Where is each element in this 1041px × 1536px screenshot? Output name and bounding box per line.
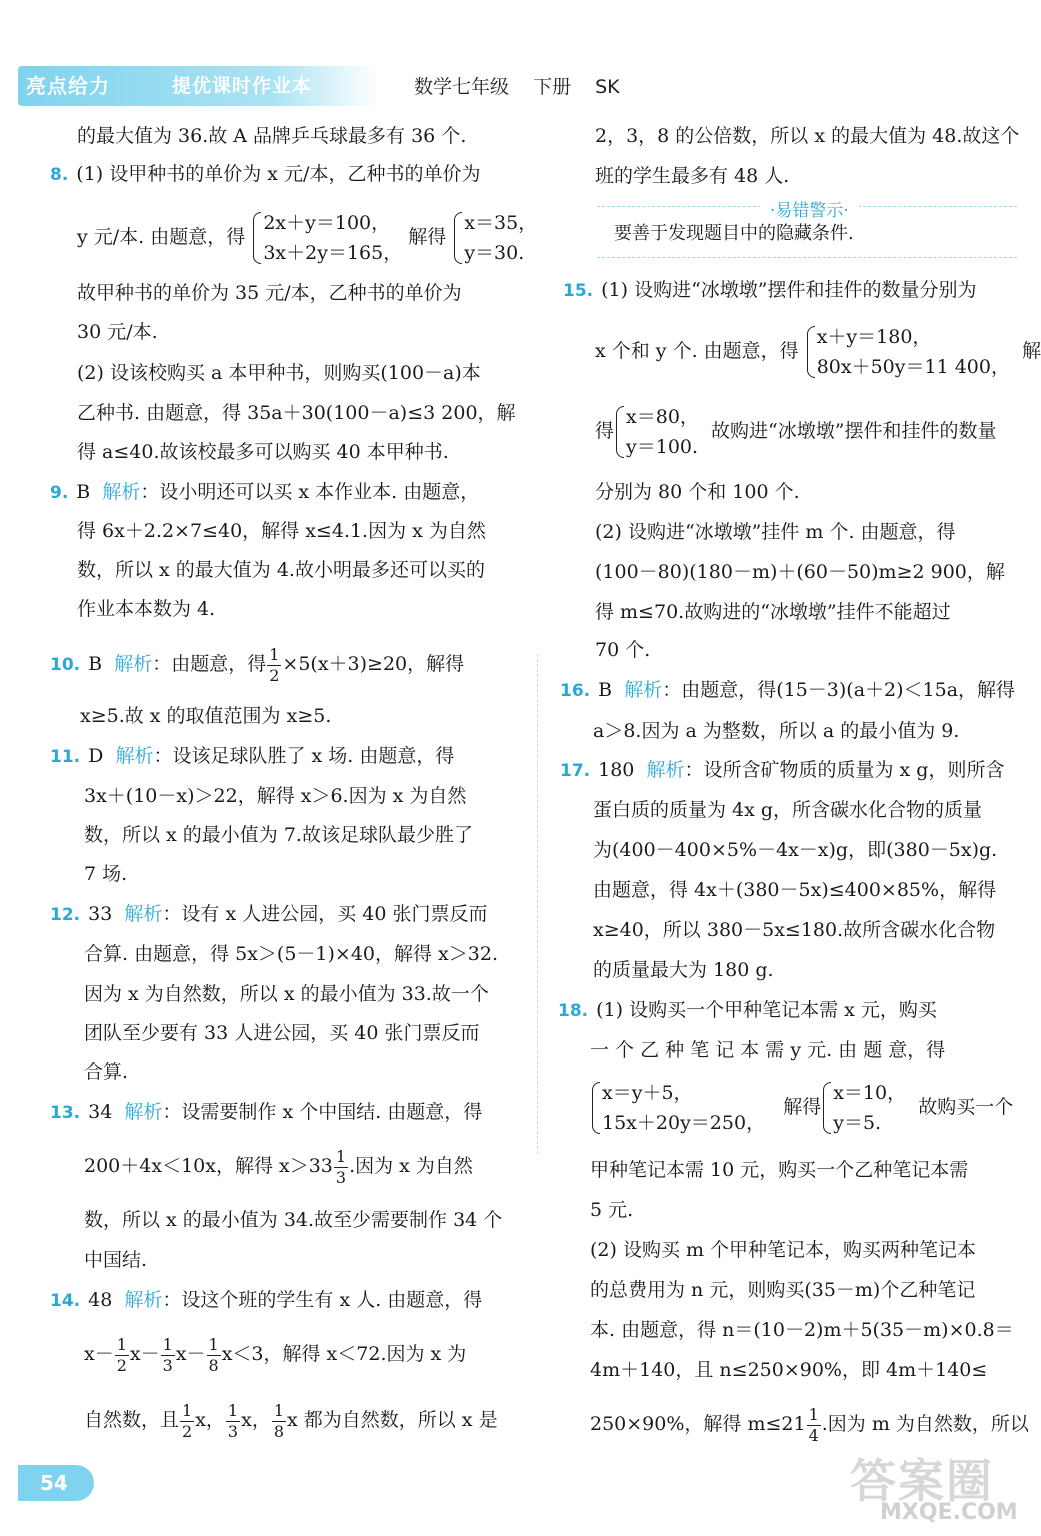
answer-15-system: x 个和 y 个. 由题意，得 x＋y＝180， 80x＋50y＝11 400， 解 [595,322,1041,382]
answer-15-solution: 得 x＝80， y＝100. 故购进“冰墩墩”摆件和挂件的数量 [595,402,996,462]
watermark-url: MXQE.COM [880,1500,1018,1525]
answer-14-line-3: 自然数，且 $\frac{1}{2}$ x， $\frac{1}{3}$ x， $\frac{1}{8}$ x 都为自然数，所以 x 是 [84,1400,498,1441]
answer-8-line-4: 30 元/本. [77,321,158,343]
series-subtitle: 提优课时作业本 [172,75,313,97]
answer-18-line-6: (2) 设购买 m 个甲种笔记本，购买两种笔记本 [590,1239,977,1261]
solution-system: x＝35， y＝30. [452,208,537,268]
right-line-2: 班的学生最多有 48 人. [595,165,790,187]
equation-system: x＝y＋5， 15x＋20y＝250， [590,1078,765,1138]
answer-9-line-1: 9. B 解析：设小明还可以买 x 本作业本. 由题意， [50,481,480,503]
answer-8-line-5: (2) 设该校购买 a 本甲种书，则购买(100－a)本 [77,362,481,384]
answer-8-system: y 元/本. 由题意，得 2x＋y＝100， 3x＋2y＝165， 解得 x＝35， y＝30. [77,208,537,268]
book-volume: 下册 [533,76,572,98]
answer-15-line-4: 分别为 80 个和 100 个. [595,481,800,503]
answer-15-line-5: (2) 设购进“冰墩墩”挂件 m 个. 由题意，得 [595,521,956,543]
book-edition: SK [595,76,620,98]
answer-12-line-2: 合算. 由题意，得 5x＞(5－1)×40，解得 x＞32. [84,943,498,965]
equation-system: x＋y＝180， 80x＋50y＝11 400， [805,322,1010,382]
answer-18-line-9: 4m＋140，且 n≤250×90%，即 4m＋140≤ [590,1359,988,1381]
answer-18-systems: x＝y＋5， 15x＋20y＝250， 解得 x＝10， y＝5. 故购买一个 [590,1078,1013,1138]
answer-15-line-6: (100－80)(180－m)＋(60－50)m≥2 900，解 [595,561,1005,583]
book-grade: 数学七年级 [414,76,510,98]
analysis-label: 解析 [124,1289,163,1311]
answer-8-line-3: 故甲种书的单价为 35 元/本，乙种书的单价为 [77,282,462,304]
answer-17-line-3: 为(400－400×5%－4x－x)g，即(380－5x)g. [593,839,998,861]
question-number: 8. [50,165,69,185]
answer-13-line-4: 中国结. [84,1249,148,1271]
answer-8-line-1: 8. (1) 设甲种书的单价为 x 元/本，乙种书的单价为 [50,163,481,185]
answer-15-line-7: 得 m≤70.故购进的“冰墩墩”挂件不能超过 [595,601,951,623]
watermark-logo: 答案圈 [850,1454,994,1508]
answer-8-line-6: 乙种书. 由题意，得 35a＋30(100－a)≤3 200，解 [77,402,516,424]
answer-9-line-2: 得 6x＋2.2×7≤40，解得 x≤4.1.因为 x 为自然 [77,520,486,542]
analysis-label: 解析 [624,679,663,701]
answer-18-line-7: 的总费用为 n 元，则购买(35－m)个乙种笔记 [590,1279,976,1301]
answer-13-line-3: 数，所以 x 的最小值为 34.故至少需要制作 34 个 [84,1209,503,1231]
mistake-warning-title: ·易错警示· [760,196,859,221]
answer-9-line-3: 数，所以 x 的最大值为 4.故小明最多还可以买的 [77,559,485,581]
fraction: $\frac{1}{4}$ [808,1404,819,1445]
solution-system: x＝10， y＝5. [821,1078,906,1138]
answer-11-line-1: 11. D 解析：设该足球队胜了 x 场. 由题意，得 [50,745,455,767]
fraction: $\frac{1}{2}$ [269,644,280,685]
analysis-label: 解析 [114,653,153,675]
answer-17-line-2: 蛋白质的质量为 4x g，所含碳水化合物的质量 [593,799,983,821]
answer-16-line-1: 16. B 解析：由题意，得(15－3)(a＋2)＜15a，解得 [560,679,1016,701]
answer-17-line-6: 的质量最大为 180 g. [593,959,774,981]
answer-8-line-7: 得 a≤40.故该校最多可以购买 40 本甲种书. [77,441,449,463]
answer-17-line-4: 由题意，得 4x＋(380－5x)≤400×85%，解得 [593,879,997,901]
answer-18-line-8: 本. 由题意，得 n＝(10－2)m＋5(35－m)×0.8＝ [590,1319,1014,1341]
answer-18-line-5: 5 元. [590,1199,634,1221]
analysis-label: 解析 [124,903,163,925]
solution-system: x＝80， y＝100. [614,402,699,462]
book-title [414,73,638,101]
fraction: $\frac{1}{3}$ [335,1146,347,1187]
analysis-label: 解析 [115,745,154,767]
answer-15-line-8: 70 个. [595,639,651,661]
answer-18-line-2: 一 个 乙 种 笔 记 本 需 y 元. 由 题 意，得 [590,1039,946,1061]
answer-18-line-4: 甲种笔记本需 10 元，购买一个乙种笔记本需 [590,1159,969,1181]
answer-12-line-4: 团队至少要有 33 人进公园，买 40 张门票反而 [84,1022,480,1044]
answer-17-line-5: x≥40，所以 380－5x≤180.故所含碳水化合物 [593,919,996,941]
answer-12-line-3: 因为 x 为自然数，所以 x 的最小值为 33.故一个 [84,983,489,1005]
answer-18-line-1: 18. (1) 设购买一个甲种笔记本需 x 元，购买 [558,999,937,1021]
answer-13-line-1: 13. 34 解析：设需要制作 x 个中国结. 由题意，得 [50,1101,483,1123]
answer-15-line-1: 15. (1) 设购进“冰墩墩”摆件和挂件的数量分别为 [563,279,977,301]
answer-16-line-2: a＞8.因为 a 为整数，所以 a 的最小值为 9. [593,720,960,742]
column-divider [537,654,538,1154]
equation-system: 2x＋y＝100， 3x＋2y＝165， [251,208,402,268]
answer-10-line-2: x≥5.故 x 的取值范围为 x≥5. [80,705,332,727]
analysis-label: 解析 [646,759,685,781]
page-number: 54 [40,1471,68,1495]
answer-11-line-3: 数，所以 x 的最小值为 7.故该足球队最少胜了 [84,824,473,846]
answer-13-line-2: 200＋4x＜10x，解得 x＞33 $\frac{1}{3}$ .因为 x 为自然 [84,1146,473,1187]
brand-logo: 亮点给力 [26,74,110,98]
answer-17-line-1: 17. 180 解析：设所含矿物质的质量为 x g，则所含 [560,759,1005,781]
answer-18-line-10: 250×90%，解得 m≤21 $\frac{1}{4}$ .因为 m 为自然数，所以 [590,1404,1029,1445]
answer-10-line-1: 10. B 解析：由题意，得 $\frac{1}{2}$ ×5(x＋3)≥20，解得 [50,644,465,685]
answer-12-line-5: 合算. [84,1061,129,1083]
left-line-1: 的最大值为 36.故 A 品牌乒乓球最多有 36 个. [77,125,467,147]
analysis-label: 解析 [124,1101,163,1123]
answer-11-line-4: 7 场. [84,863,128,885]
mistake-warning-text: 要善于发现题目中的隐藏条件. [614,223,854,244]
answer-12-line-1: 12. 33 解析：设有 x 人进公园，买 40 张门票反而 [50,903,488,925]
answer-11-line-2: 3x＋(10－x)＞22，解得 x＞6.因为 x 为自然 [84,785,467,807]
right-line-1: 2，3，8 的公倍数，所以 x 的最大值为 48.故这个 [595,125,1020,147]
analysis-label: 解析 [102,481,141,503]
answer-14-line-1: 14. 48 解析：设这个班的学生有 x 人. 由题意，得 [50,1289,483,1311]
answer-14-line-2: x－ $\frac{1}{2}$ x－ $\frac{1}{3}$ x－ $\frac{1}{8}$ x＜3，解得 x＜72.因为 x 为 [84,1334,467,1375]
answer-9-line-4: 作业本本数为 4. [77,598,216,620]
